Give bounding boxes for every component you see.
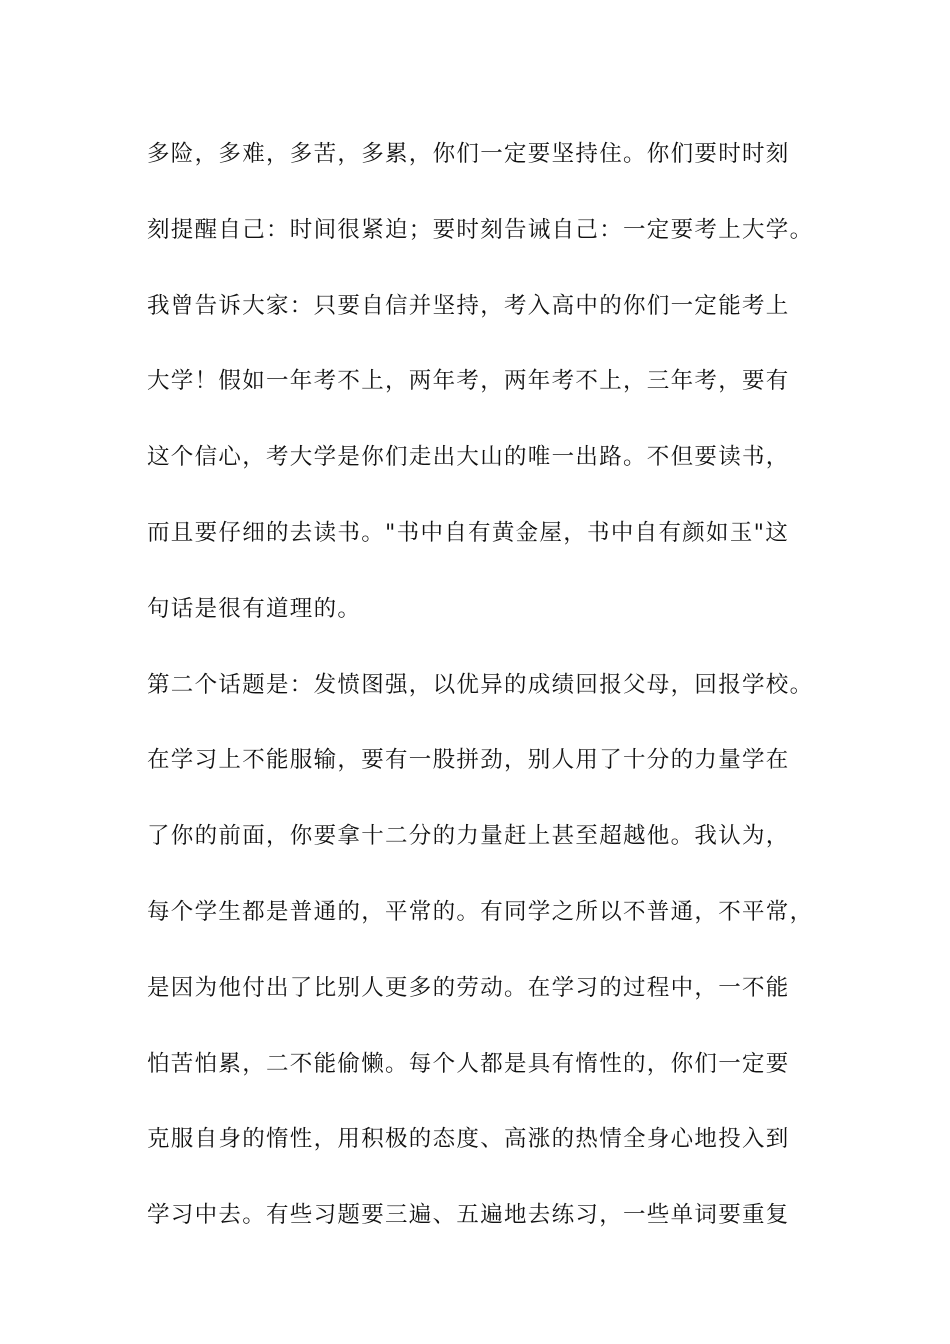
text-line: 第二个话题是：发愤图强，以优异的成绩回报父母，回报学校。 [147, 671, 814, 698]
text-line: 每个学生都是普通的，平常的。有同学之所以不普通，不平常， [147, 898, 814, 925]
text-line: 句话是很有道理的。 [147, 595, 362, 622]
text-line: 在学习上不能服输，要有一股拼劲，别人用了十分的力量学在 [147, 747, 790, 774]
text-line: 这个信心，考大学是你们走出大山的唯一出路。不但要读书， [147, 444, 790, 471]
text-line: 刻提醒自己：时间很紧迫；要时刻告诫自己：一定要考上大学。 [147, 216, 814, 243]
text-line: 我曾告诉大家：只要自信并坚持，考入高中的你们一定能考上 [147, 292, 790, 319]
text-line: 克服自身的惰性，用积极的态度、高涨的热情全身心地投入到 [147, 1126, 790, 1153]
text-line: 大学！假如一年考不上，两年考，两年考不上，三年考，要有 [147, 368, 790, 395]
text-line: 而且要仔细的去读书。"书中自有黄金屋，书中自有颜如玉"这 [147, 519, 790, 546]
text-line: 怕苦怕累，二不能偷懒。每个人都是具有惰性的，你们一定要 [147, 1050, 790, 1077]
text-line: 多险，多难，多苦，多累，你们一定要坚持住。你们要时时刻 [147, 141, 790, 167]
text-line: 了你的前面，你要拿十二分的力量赶上甚至超越他。我认为， [147, 823, 790, 850]
body-text [147, 132, 847, 1269]
text-line: 学习中去。有些习题要三遍、五遍地去练习，一些单词要重复 [147, 1202, 790, 1229]
text-line: 是因为他付出了比别人更多的劳动。在学习的过程中，一不能 [147, 974, 790, 1001]
